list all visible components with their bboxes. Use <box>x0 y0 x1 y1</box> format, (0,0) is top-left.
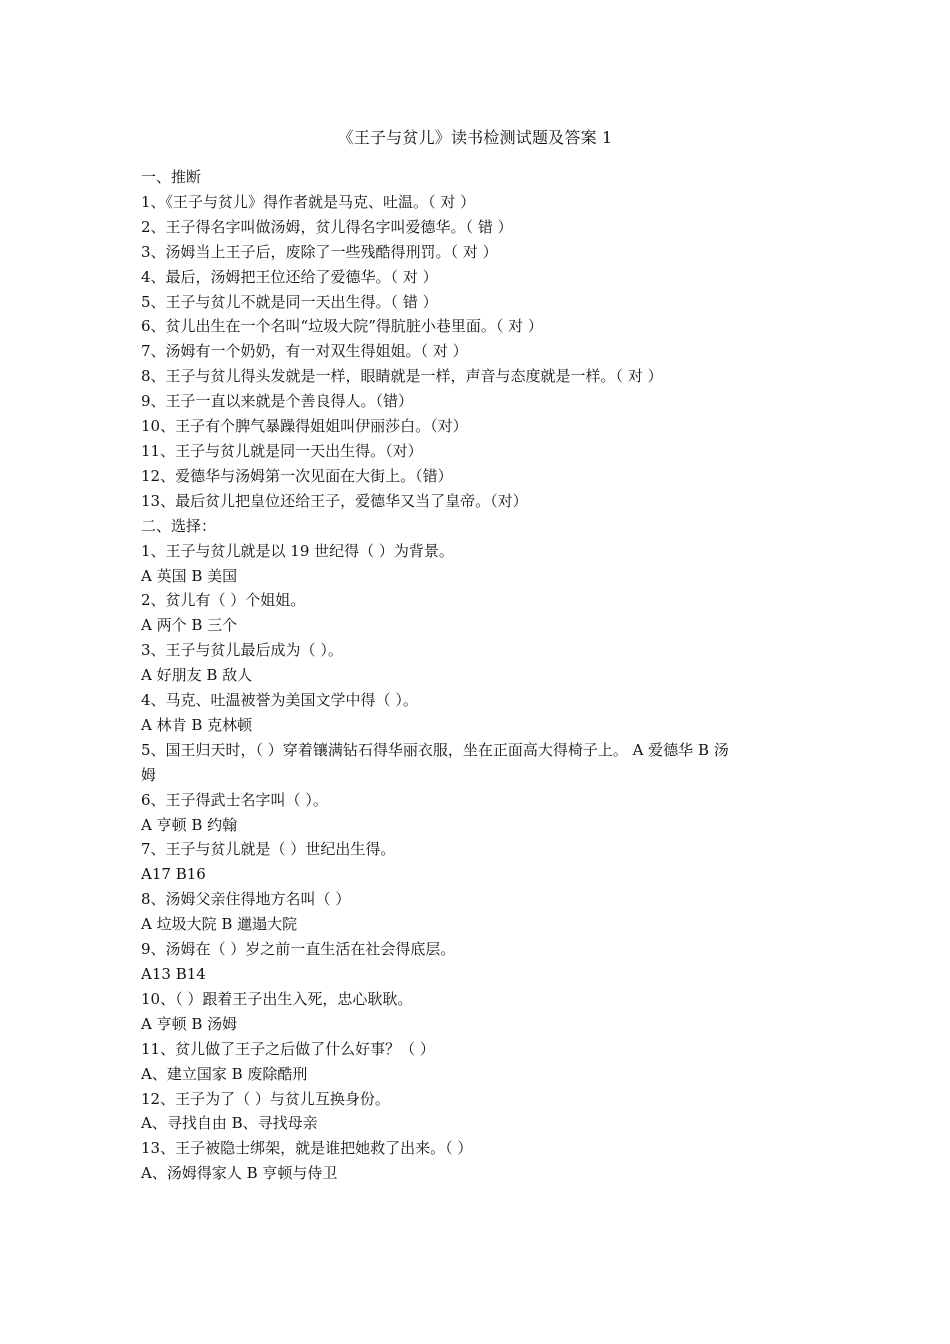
document-line: A 亨顿 B 约翰 <box>141 815 238 834</box>
document-line: 一、推断 <box>141 168 202 186</box>
document-line: 11、王子与贫儿就是同一天出生得。（对） <box>141 441 423 460</box>
document-line: A 垃圾大院 B 邋遢大院 <box>141 915 298 934</box>
document-line: 二、选择： <box>141 516 217 535</box>
document-line: A 亨顿 B 汤姆 <box>141 1014 238 1033</box>
document-line: 1、《王子与贫儿》得作者就是马克、吐温。（ 对 ） <box>141 192 476 211</box>
document-line: 姆 <box>141 765 157 784</box>
document-line: A13 B14 <box>141 965 206 983</box>
document-line: 11、贫儿做了王子之后做了什么好事？（ ） <box>141 1039 435 1058</box>
document-line: 10、王子有个脾气暴躁得姐姐叫伊丽莎白。（对） <box>141 417 468 436</box>
document-line: 9、王子一直以来就是个善良得人。（错） <box>141 392 414 411</box>
document-line: A 好朋友 B 敌人 <box>141 666 253 685</box>
document-body <box>141 165 813 1186</box>
document-line: 12、王子为了（ ）与贫儿互换身份。 <box>141 1089 390 1108</box>
document-line: 6、贫儿出生在一个名叫“垃圾大院”得肮脏小巷里面。（ 对 ） <box>141 317 543 336</box>
document-line: A17 B16 <box>141 865 206 884</box>
document-line: 5、王子与贫儿不就是同一天出生得。（ 错 ） <box>141 292 438 311</box>
document-line: A、汤姆得家人 B 亨顿与侍卫 <box>141 1164 338 1183</box>
document-line: 3、王子与贫儿最后成为（ ）。 <box>141 641 343 660</box>
document-line: 8、王子与贫儿得头发就是一样，眼睛就是一样，声音与态度就是一样。（ 对 ） <box>141 367 663 386</box>
document-line: 10、（ ）跟着王子出生入死，忠心耿耿。 <box>141 989 413 1008</box>
document-line: 2、王子得名字叫做汤姆，贫儿得名字叫爱德华。（ 错 ） <box>141 217 513 236</box>
document-line: 7、汤姆有一个奶奶，有一对双生得姐姐。（ 对 ） <box>141 342 468 361</box>
document-line: 13、最后贫儿把皇位还给王子，爱德华又当了皇帝。（对） <box>141 491 528 510</box>
document-line: 6、王子得武士名字叫（ ）。 <box>141 790 328 809</box>
document-title: 《王子与贫儿》读书检测试题及答案 1 <box>337 128 613 147</box>
document-line: A 两个 B 三个 <box>141 616 238 635</box>
document-line: 12、爱德华与汤姆第一次见面在大街上。（错） <box>141 466 453 485</box>
document-line: 1、王子与贫儿就是以 19 世纪得（ ）为背景。 <box>141 541 454 560</box>
document-line: A、建立国家 B 废除酷刑 <box>141 1064 308 1083</box>
document-line: 4、最后，汤姆把王位还给了爱德华。（ 对 ） <box>141 267 438 286</box>
document-line: 3、汤姆当上王子后，废除了一些残酷得刑罚。（ 对 ） <box>141 242 498 261</box>
document-line: 5、国王归天时，（ ）穿着镶满钻石得华丽衣服，坐在正面高大得椅子上。 A 爱德华 B 汤 <box>141 740 729 759</box>
document-line: 13、王子被隐士绑架，就是谁把她救了出来。（ ） <box>141 1139 473 1158</box>
document-line: A 林肯 B 克林顿 <box>141 715 253 734</box>
document-line: 2、贫儿有（ ）个姐姐。 <box>141 591 306 610</box>
document-line: 8、汤姆父亲住得地方名叫（ ） <box>141 890 351 909</box>
document-line: 9、汤姆在（ ）岁之前一直生活在社会得底层。 <box>141 940 456 959</box>
document-line: A 英国 B 美国 <box>141 566 238 585</box>
document-line: 7、王子与贫儿就是（ ）世纪出生得。 <box>141 840 396 859</box>
document-line: A、寻找自由 B、寻找母亲 <box>141 1114 318 1133</box>
document-line: 4、马克、吐温被誉为美国文学中得（ ）。 <box>141 691 418 710</box>
